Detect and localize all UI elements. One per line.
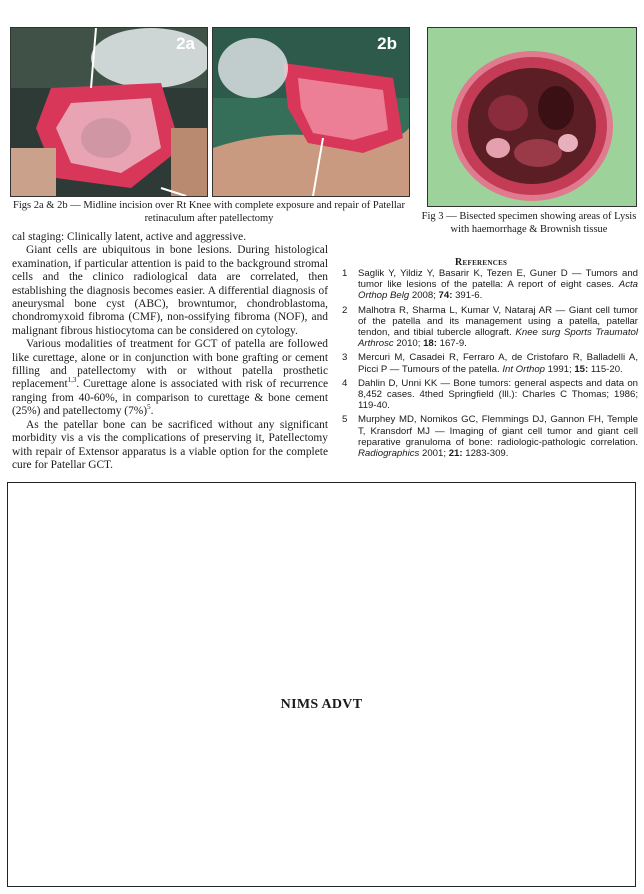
reference-text xyxy=(358,378,638,412)
body-paragraph-0: cal staging: Clinically latent, active and aggressive. xyxy=(12,231,247,243)
figure-3-caption-ref: Fig 3 xyxy=(421,211,444,222)
figure-2b-photo xyxy=(212,27,410,197)
citation-superscript-2: 5 xyxy=(147,403,151,412)
reference-journal: Acta Orthop Belg xyxy=(358,279,638,302)
reference-pages: 391-6. xyxy=(452,290,483,302)
body-paragraph-2-part-c: . xyxy=(150,405,154,418)
reference-year: 2010; xyxy=(393,338,424,350)
reference-volume: 15: xyxy=(574,363,589,375)
body-paragraph-2-part-a: Various modalities of treatment for GCT of patella are followed like curettage, alone or in conjunction with bone grafting or cement filling and patellectomy with or without patella prosthetic replacement xyxy=(12,338,328,391)
reference-pages: 167-9. xyxy=(436,338,467,350)
reference-text xyxy=(358,414,638,459)
figure-3-photo xyxy=(427,27,637,207)
reference-volume: 21: xyxy=(448,448,463,460)
reference-number: 5 xyxy=(342,414,348,426)
reference-authors-title: Mercuri M, Casadei R, Ferraro A, de Cristofaro R, Balladelli A, Picci P — Tumours of the patella. xyxy=(358,352,638,375)
body-paragraph-3: As the patellar bone can be sacrificed without any significant morbidity vis a vis the complications of preserving it, Patellectomy with repair of Extensor apparatus is a viable option for the complete cure for Patellar GCT. xyxy=(12,418,328,471)
citation-superscript-1: 1,3 xyxy=(67,376,77,385)
body-paragraph-2 xyxy=(12,338,328,418)
reference-item xyxy=(342,305,638,350)
reference-pages: 115-20. xyxy=(588,363,623,375)
reference-number: 4 xyxy=(342,377,348,389)
body-text-column xyxy=(12,231,328,472)
figure-2a-label: 2a xyxy=(176,34,195,53)
reference-journal: Int Orthop xyxy=(502,363,545,375)
figure-3-image xyxy=(428,28,636,206)
figure-2-caption-text: — Midline incision over Rt Knee with complete exposure and repair of Patellar retinaculum after patellectomy xyxy=(67,200,405,224)
reference-authors-title: Dahlin D, Unni KK — Bone tumors: general aspects and data on 8,452 cases. 4thed Springfield (Ill.): Charles C Thomas; 1986; 119-40. xyxy=(358,377,638,412)
advertisement-box xyxy=(7,482,636,887)
reference-year: 2008; xyxy=(409,290,439,302)
figure-2-caption-ref: Figs 2a & 2b xyxy=(13,200,68,211)
reference-journal: Radiographics xyxy=(358,448,420,460)
reference-pages: 1283-309. xyxy=(462,448,509,460)
figure-3-caption-text: — Bisected specimen showing areas of Lysis with haemorrhage & Brownish tissue xyxy=(443,211,637,235)
reference-authors-title: Saglik Y, Yildiz Y, Basarir K, Tezen E, Guner D — Tumors and tumor like lesions of the patella: A report of eight cases. xyxy=(358,268,638,291)
reference-year: 1991; xyxy=(545,363,575,375)
body-paragraph-1: Giant cells are ubiquitous in bone lesions. During histological examination, if particular attention is paid to the background stromal cells and the clinico radiological data are correlated, then establishing the diagnosis becomes easier. A differential diagnosis of aneurysmal bone cyst (ABC), browntumor, chondroblastoma, chondromyxoid fibroma (CMF), non-ossifying fibroma (NOF), and malignant fibrous histiocytoma can be considered on cytology. xyxy=(12,244,328,337)
reference-item xyxy=(342,414,638,459)
reference-volume: 18: xyxy=(423,338,437,350)
advertisement-label: NIMS ADVT xyxy=(280,697,363,712)
reference-number: 1 xyxy=(342,268,348,279)
reference-text xyxy=(358,352,638,374)
reference-year: 2001; xyxy=(419,448,449,460)
references-heading: References xyxy=(455,257,508,268)
reference-authors-title: Murphey MD, Nomikos GC, Flemmings DJ, Gannon FH, Temple T, Kransdorf MJ — Imaging of giant cell tumor and giant cell reparative granuloma of bone: radiologic-pathologic correlation. xyxy=(358,414,638,448)
reference-item xyxy=(342,352,638,374)
reference-volume: 74: xyxy=(438,290,453,302)
figure-3-caption xyxy=(415,210,643,236)
figure-2b-label: 2b xyxy=(377,34,397,53)
reference-text xyxy=(358,305,638,350)
reference-item xyxy=(342,268,638,302)
references-list xyxy=(342,268,638,462)
figure-2a-photo xyxy=(10,27,208,197)
reference-journal: Knee surg Sports Traumatol Arthrosc xyxy=(358,327,638,350)
reference-authors-title: Malhotra R, Sharma L, Kumar V, Nataraj AR — Giant cell tumor of the patella and its management using a patella, patellar tendon, and tibial tubercle allograft. xyxy=(358,304,638,339)
figure-2-caption xyxy=(10,199,408,225)
body-paragraph-2-part-b: . Curettage alone is associated with risk of recurrence ranging from 40-60%, in comparison to curettage & bone cement (25%) and patellectomy (7%) xyxy=(12,378,328,418)
reference-number: 2 xyxy=(342,304,348,316)
reference-item xyxy=(342,378,638,412)
reference-number: 3 xyxy=(342,352,348,364)
reference-text xyxy=(358,268,638,302)
